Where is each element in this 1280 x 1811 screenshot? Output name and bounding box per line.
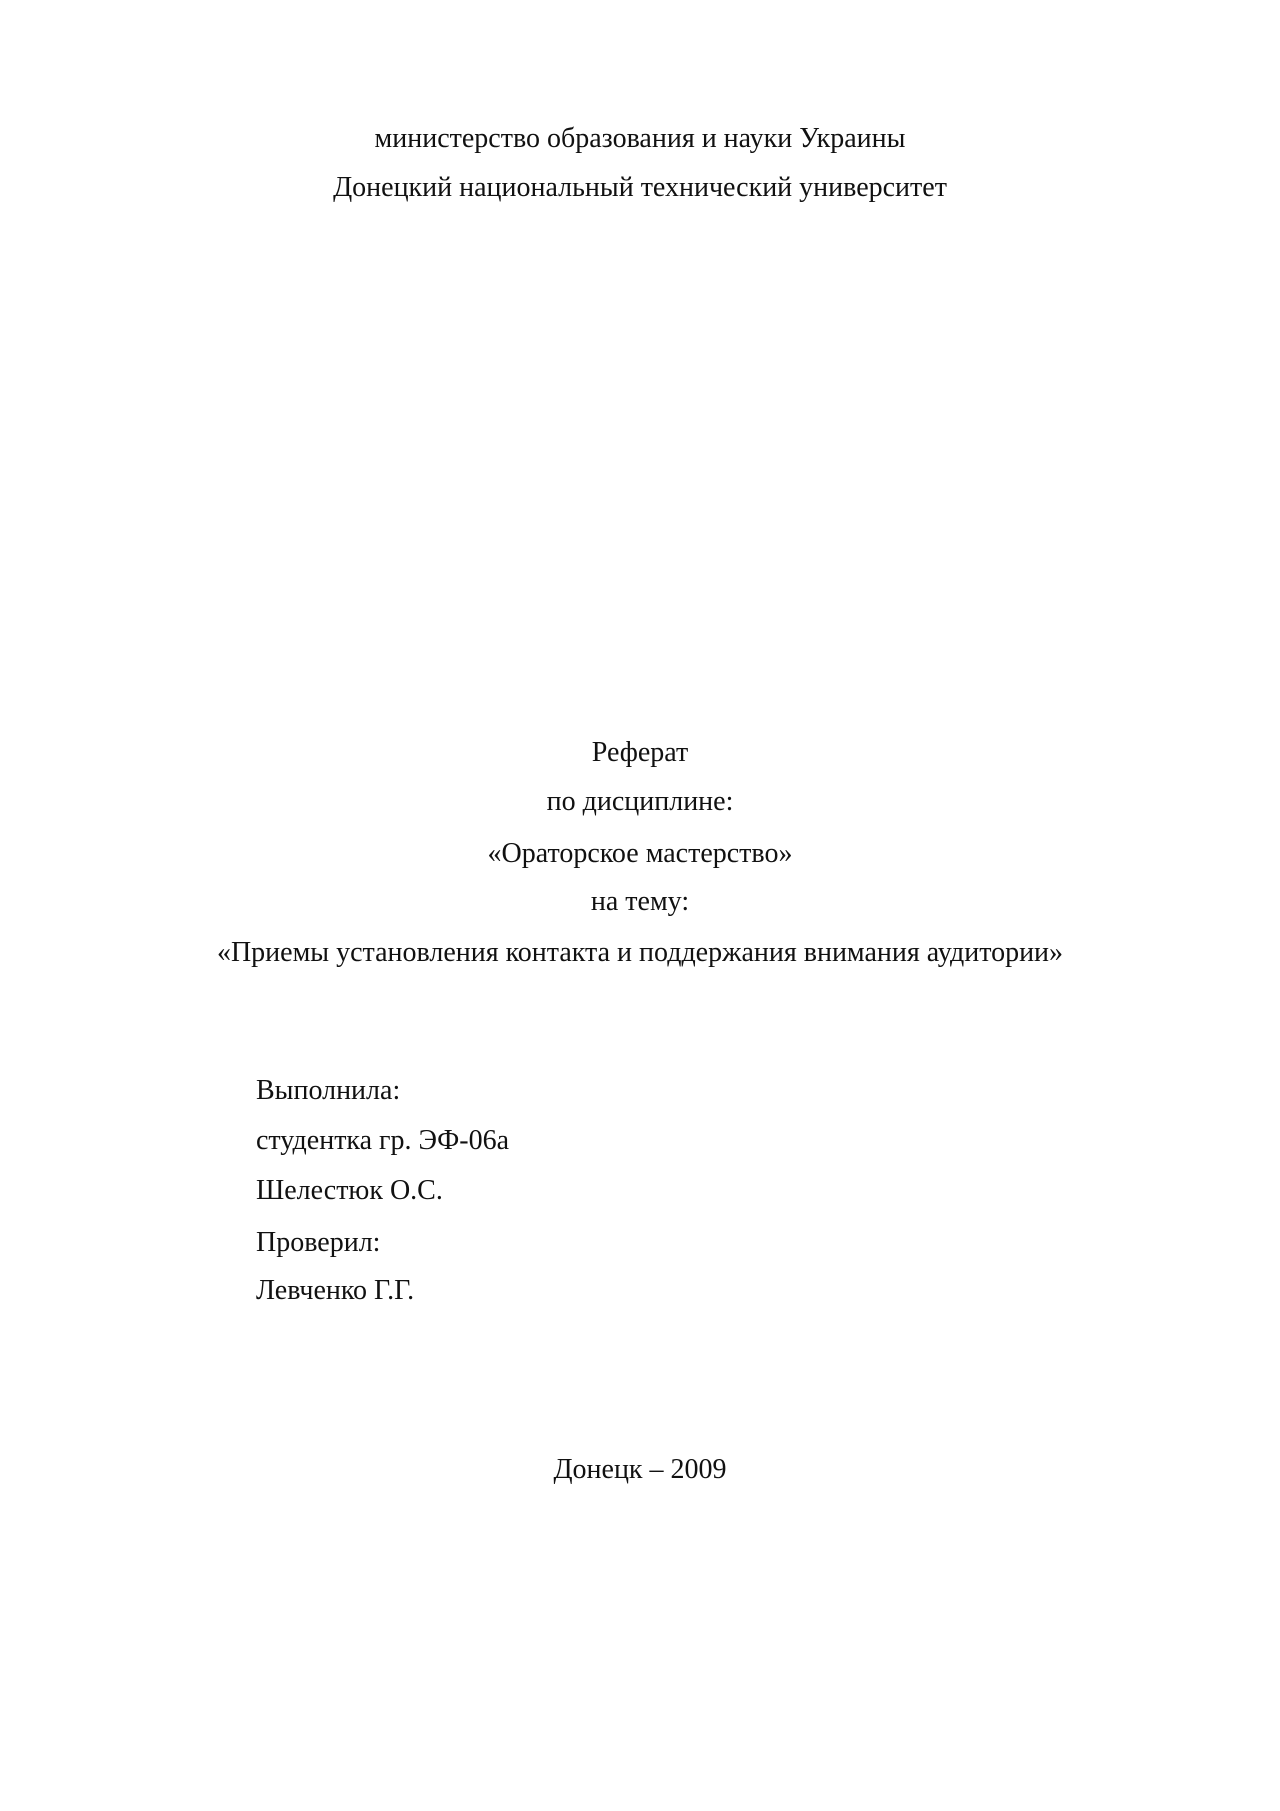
student-group: студентка гр. ЭФ-06а — [256, 1125, 510, 1156]
topic-name: «Приемы установления контакта и поддержания внимания аудитории» — [216, 937, 1064, 968]
city-year: Донецк – 2009 — [553, 1454, 727, 1485]
ministry-line: министерство образования и науки Украины — [374, 123, 906, 154]
checker-name: Левченко Г.Г. — [256, 1275, 415, 1306]
done-by-label: Выполнила: — [256, 1075, 401, 1106]
checked-by-label: Проверил: — [256, 1227, 381, 1258]
work-type: Реферат — [591, 737, 689, 768]
student-name: Шелестюк О.С. — [256, 1175, 443, 1206]
university-line: Донецкий национальный технический университет — [333, 172, 947, 203]
discipline-label: по дисциплине: — [546, 786, 734, 817]
topic-label: на тему: — [590, 886, 690, 917]
discipline-name: «Ораторское мастерство» — [487, 838, 793, 869]
